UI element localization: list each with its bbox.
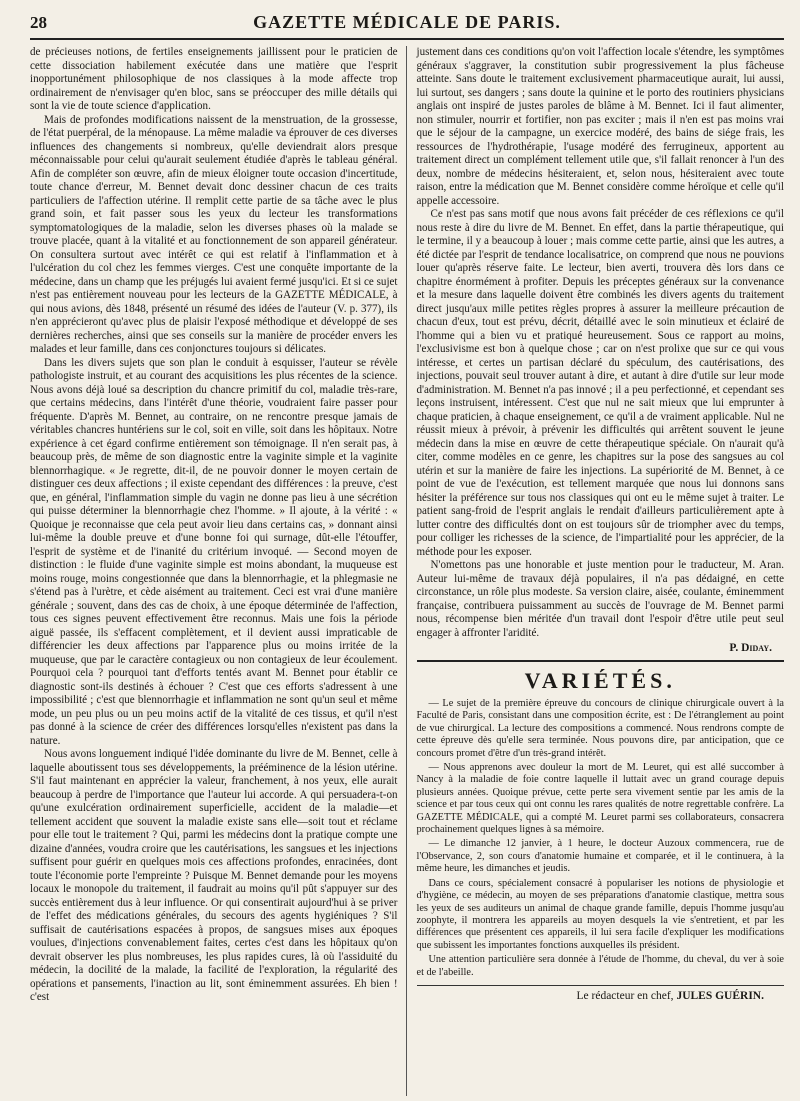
article-signature: P. Diday. [729,642,772,654]
right-paragraph: Ce n'est pas sans motif que nous avons fait précéder de ces réflexions ce qu'il nous reste à dire du livre de M. Bennet. En effet, dans la partie thérapeutique, qui le termine, il y a beaucoup à louer ; mais comme cette partie, ainsi que les autres, a été dictée par l'esprit de tendance localisatrice, on comprend que nous ne pouvions louer qu'après réserve faite. Le lecteur, bien averti, trouvera dès lors dans ce chapitre énormément à profiter. Depuis les préceptes généraux sur la convenance et la mesure dans laquelle doivent être combinés les divers agents du traitement direct jusqu'aux mille petites règles propres à assurer la meilleure précaution de chacun d'eux, tout est prévu, décrit, détaillé avec le soin minutieux et éclairé de l'homme qui a bien vu et pratiqué heureusement. Sous ce rapport au moins, l'exclusivisme est bon à quelque chose ; car on n'est prolixe que sur ce qui vous intéresse, et certes un partisan déclaré du spéculum, des cautérisations, des injections, pouvait seul trouver autant à dire, et autant à dire d'utile sur leur mode d'administration. M. Bennet n'a pas innové ; il a peu perfectionné, et cependant ses leçons instruisent, intéressent. C'est que nul ne sait mieux que lui emprunter à chaque praticien, à chaque enseignement, ce qu'il a de vraiment applicable. Nul ne réussit mieux à prévoir, à prévenir les difficultés qui arrêtent souvent le jeune médecin dans la mise en œuvre de cette thérapeutique spéciale. On n'aurait qu'à citer, comme modèles en ce genre, les chapitres sur la pose des sangsues au col utérin et sur la manière de faire les injections. La supériorité de M. Bennet, à ce point de vue de l'exécution, est tellement marquée que nous lui donnons sans hésiter la préférence sur tous nos classiques qui ont eu le même sujet à traiter. Le patient sang-froid de l'esprit anglais le rendait d'ailleurs particulièrement apte à lutter contre des difficultés dont on est toujours sûr de triompher avec du temps, pour colliger les richesses de la science, de l'impartialité pour les apprécier, de la méthode pour les exposer. [416,208,784,558]
left-paragraph: Nous avons longuement indiqué l'idée dominante du livre de M. Bennet, celle à laquelle aboutissent tous ses développements, la prééminence de la lésion utérine. S'il faut maintenant en apprécier la valeur, franchement, à nos yeux, elle aurait beaucoup à perdre de l'importance que l'auteur lui accorde. A qui persuadera-t-on qu'une exulcération ordinairement superficielle, accident de la maladie—et tellement accident que souvent la maladie existe sans elle—soit tout et réclame pour elle tout le traitement ? Qui, parmi les médecins dont la pratique compte une dizaine d'années, voudra croire que les cautérisations, les sangsues et les injections suffisent pour guérir en quelques mois ces affections profondes, enracinées, dont toute l'économie porte l'empreinte ? Puisque M. Bennet demande pour les moyens locaux le monopole du traitement, il faudrait au moins qu'il pût s'appuyer sur des succès entièrement dus à leur influence. Or qui consentirait aujourd'hui à se priver de l'effet des médications générales, du secours des agents hygiéniques ? S'il suffisait de cautérisations espacées à propos, de sangsues mises aux époques voulues, d'injections convenablement faites, certes c'est dans les hôpitaux qu'on devrait observer les plus nombreuses, les plus rapides cures, là où l'assiduité du médecin, la docilité de la malade, la facilité de l'exploration, la régularité des opérations et pansements, l'inaction au lit, sont éminemment assurées. Eh bien ! c'est [30,748,398,1003]
page-number: 28 [30,13,47,32]
varietes-item: Dans ce cours, spécialement consacré à populariser les notions de physiologie et d'hygiène, ce médecin, au moyen de ses préparations d'anatomie clastique, mettra sous les yeux de ses auditeurs un animal de chaque grande famille, depuis l'homme jusqu'au zoophyte, il montrera les appareils au moyen desquels la vie s'entretient, et par les différences que présentent ces appareils, il lui sera facile d'expliquer les modifications que subissent les importantes fonctions auxquelles ils président. [416,877,784,951]
page-header [30,12,784,40]
left-paragraph: Mais de profondes modifications naissent de la menstruation, de la grossesse, de l'état puerpéral, de la ménopause. La même maladie va éprouver de ces diverses influences des changements si nombreux, qu'elle deviendrait alors presque méconnaissable pour celui qu'aurait seulement étudiée d'après le tableau général. Afin de compléter son œuvre, afin de mieux éloigner toute occasion d'incertitude, toute chance d'erreur, M. Bennet devait donc dessiner chacun de ces traits particuliers de l'affection utérine. Il remplit cette partie de sa tâche avec le plus grand soin, et fait passer sous les yeux du lecteur les transformations symptomatologiques de la maladie, selon les diverses phases où la malade se trouve placée, quant à la vitalité et au fonctionnement de son appareil générateur. On consultera surtout avec intérêt ce qui est relatif à l'inflammation et à l'ulcération du col chez les femmes vierges. C'est une conquête importante de la médecine, dans un champ que les préjugés lui avaient fermé jusqu'ici. Et si ce sujet n'est pas entièrement nouveau pour les lecteurs de la GAZETTE MÉDICALE, à qui nous avions, dès 1848, présenté un résumé des idées de l'auteur (V. p. 377), ils n'en apprécieront qu'avec plus de plaisir l'exposé méthodique et développé de ses dernières recherches, ainsi que ses conseils sur la manière de procéder envers les malades et leur famille, dans ces conjonctures toujours si délicates. [30,113,398,355]
right-column [407,46,785,1096]
varietes-item: — Le sujet de la première épreuve du concours de clinique chirurgicale ouvert à la Faculté de Paris, consistant dans une composition écrite, est : De l'étranglement au point de vue chirurgical. La lecture des compositions a commencé. Nous rendrons compte de cette épreuve dès qu'elle sera terminée. Nous pouvons dire, par anticipation, que ce concours promet d'être d'un très-grand intérêt. [416,698,784,759]
footer-rule [417,985,785,986]
editor-name: JULES GUÉRIN. [676,989,764,1002]
varietes-item: — Le dimanche 12 janvier, à 1 heure, le docteur Auzoux commencera, rue de l'Observance, 2, son cours d'anatomie humaine et comparée, et il le continuera, à la même heure, les dimanches et jeudis. [416,838,784,875]
varietes-item: — Nous apprenons avec douleur la mort de M. Leuret, qui est allé succomber à Nancy à la maladie de foie contre laquelle il luttait avec un grand courage depuis plusieurs années. Quoique prévue, cette perte sera vivement sentie par les amis de la science et par tous ceux qui ont connu les rares qualités de notre regrettable confrère. La GAZETTE MÉDICALE, qui a compté M. Leuret parmi ses collaborateurs, consacrera prochainement quelques lignes à sa mémoire. [416,762,784,836]
left-paragraph: de précieuses notions, de fertiles enseignements jaillissent pour le praticien de cette dissociation habilement exécutée dans une matière que l'esprit inopportunément philosophique de nos classiques à la mode affecte trop ordinairement de n'envisager qu'en bloc, sans se préoccuper des mille détails qui sont la vie de toute science d'application. [30,46,398,112]
editor-prefix: Le rédacteur en chef, [576,989,674,1002]
text-columns [30,46,784,1096]
varietes-heading: VARIÉTÉS. [524,668,676,693]
varietes-item: Une attention particulière sera donnée à l'étude de l'homme, du cheval, du ver à soie et de l'abeille. [416,954,784,978]
section-divider [417,660,785,662]
left-paragraph: Dans les divers sujets que son plan le conduit à esquisser, l'auteur se révèle pathologiste instruit, et au courant des acquisitions les plus récentes de la science. Nous avons déjà loué sa description du chancre primitif du col, maladie très-rare, que certains médecins, dans l'intérêt d'une théorie, voudraient faire passer pour fréquente. D'après M. Bennet, au contraire, on ne rencontre presque jamais de véritables chancres huntériens sur le col, soit en ville, soit dans les hôpitaux. Notre expérience à cet égard confirme entièrement son témoignage. Il n'en serait pas, à beaucoup près, de même de son diagnostic entre la vaginite simple et la vaginite blennorrhagique. « Je regrette, dit-il, de ne pouvoir donner le moyen certain de distinguer ces deux affections ; il existe cependant des différences : la preuve, c'est que, en général, l'inflammation simple du vagin ne donne pas lieu à une sécrétion qui puisse déterminer la blennorrhagie chez l'homme. » Il ajoute, à la vérité : « Quoique je reconnaisse que cela peut avoir lieu dans certains cas, » donnant ainsi lui-même la double preuve et d'une bonne foi qui surnage, dût-elle l'étouffer, l'esprit de système et de l'inanité du critérium invoqué. — Second moyen de distinction : le fluide d'une vaginite simple est moins abondant, la muqueuse est moins rouge, moins congestionnée que dans la blennorrhagie, et la phlegmasie ne s'étend pas à l'urètre, et cède aisément au traitement. Ceci est vrai d'une manière générale ; souvent, dans des cas de choix, à une époque déterminée de l'affection, tous ces signes peuvent effectivement être reconnus. Mais une fois la période aiguë passée, ils s'effacent complètement, et il devient aussi impraticable de différencier les deux affections par l'apparence plus ou moins irritée de la muqueuse, que par le caractère contagieux ou non contagieux de leur écoulement. Pourquoi cela ? pourquoi tant d'efforts tentés avant M. Bennet pour établir ce diagnostic sont-ils destinés à échouer ? C'est que ces efforts s'adressent à une impossibilité ; c'est que blennorrhagie et inflammation ne sont qu'un seul et même mode, un peu plus ou un peu moins actif de la vitalité de ces tissus, et qu'il n'est pas donné à la science de créer des différences lorsqu'elles n'existent pas dans la nature. [30,356,398,747]
right-paragraph: justement dans ces conditions qu'on voit l'affection locale s'étendre, les symptômes généraux s'aggraver, la constitution subir progressivement la plus fâcheuse atteinte. Sans doute le traitement exclusivement pharmaceutique aurait, lui aussi, lui surtout, ses dangers ; sans doute la quinine et le porto des routiniers physicians anglais ont inspiré de justes paroles de blâme à M. Bennet. Ici il faut alimenter, non stimuler, nourrir et fortifier, non pas exciter ; mais il n'en est pas moins vrai que le séjour de la campagne, un exercice modéré, des bains de siége frais, les ressources de l'hydrothérapie, l'usage modéré des ferrugineux, apportent au traitement direct un complément tellement utile que, s'il fallait renoncer à l'un des deux, nombre de médecins hésiteraient, et, selon nous, hésiteraient avec toute raison, entre la médication que M. Bennet considère comme héroïque et celle qu'il appelle accessoire. [416,46,784,207]
editor-line [417,990,785,1002]
right-paragraph: N'omettons pas une honorable et juste mention pour le traducteur, M. Aran. Auteur lui-même de travaux déjà populaires, il n'a pas dédaigné, en cette circonstance, un rôle plus modeste. Sa version claire, aisée, coulante, éminemment française, contribuera puissamment au succès de l'ouvrage de M. Bennet parmi nous, récompense bien méritée d'un travail dont l'espoir d'être utile peut seul engager à affronter l'aridité. [416,559,784,639]
journal-title: GAZETTE MÉDICALE DE PARIS. [253,12,561,32]
left-column [30,46,407,1096]
